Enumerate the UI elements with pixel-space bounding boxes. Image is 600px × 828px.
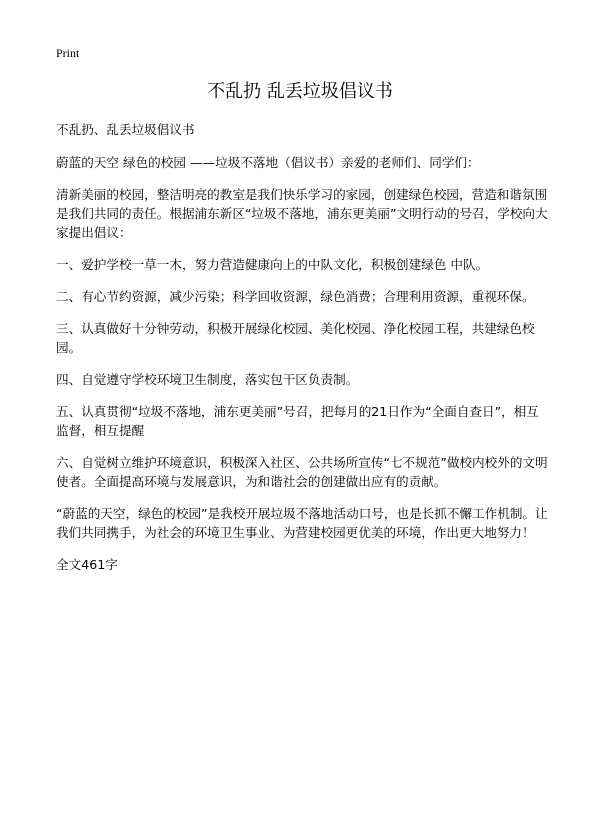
paragraph-item-6: 六、自觉树立维护环境意识，积极深入社区、公共场所宣传“七不规范”做校内校外的文明使者。全面提高环境与发展意识，为和谐社会的创建做出应有的贡献。 xyxy=(56,455,548,489)
document-subtitle: 不乱扔、乱丢垃圾倡议书 xyxy=(56,122,195,137)
paragraph-intro: 清新美丽的校园，整洁明亮的教室是我们快乐学习的家园，创建绿色校园，营造和谐氛围是我们共同的责任。根据浦东新区“垃圾不落地，浦东更美丽”文明行动的号召，学校向大家提出倡议： xyxy=(56,187,548,240)
paragraph-closing: “蔚蓝的天空，绿色的校园”是我校开展垃圾不落地活动口号，也是长抓不懈工作机制。让我们共同携手，为社会的环境卫生事业、为营建校园更优美的环境，作出更大地努力！ xyxy=(56,506,548,540)
paragraph-item-5: 五、认真贯彻“垃圾不落地，浦东更美丽”号召，把每月的21日作为“全面自查日”，相互监督，相互提醒 xyxy=(56,404,539,438)
paragraph-item-2: 二、有心节约资源，减少污染；科学回收资源，绿色消费；合理利用资源，重视环保。 xyxy=(56,289,535,304)
paragraph-item-4: 四、自觉遵守学校环境卫生制度，落实包干区负责制。 xyxy=(56,372,359,387)
paragraph-greeting: 蔚蓝的天空 绿色的校园 ——垃圾不落地（倡议书）亲爱的老师们、同学们： xyxy=(56,155,480,170)
document-title: 不乱扔 乱丢垃圾倡议书 xyxy=(207,81,393,102)
print-link[interactable]: Print xyxy=(56,46,80,60)
paragraph-item-3: 三、认真做好十分钟劳动，积极开展绿化校园、美化校园、净化校园工程，共建绿色校园。 xyxy=(56,321,535,355)
word-count: 全文461字 xyxy=(56,557,118,572)
document-body xyxy=(56,120,550,587)
paragraph-item-1: 一、爱护学校一草一木，努力营造健康向上的中队文化，积极创建绿色 中队。 xyxy=(56,257,489,272)
